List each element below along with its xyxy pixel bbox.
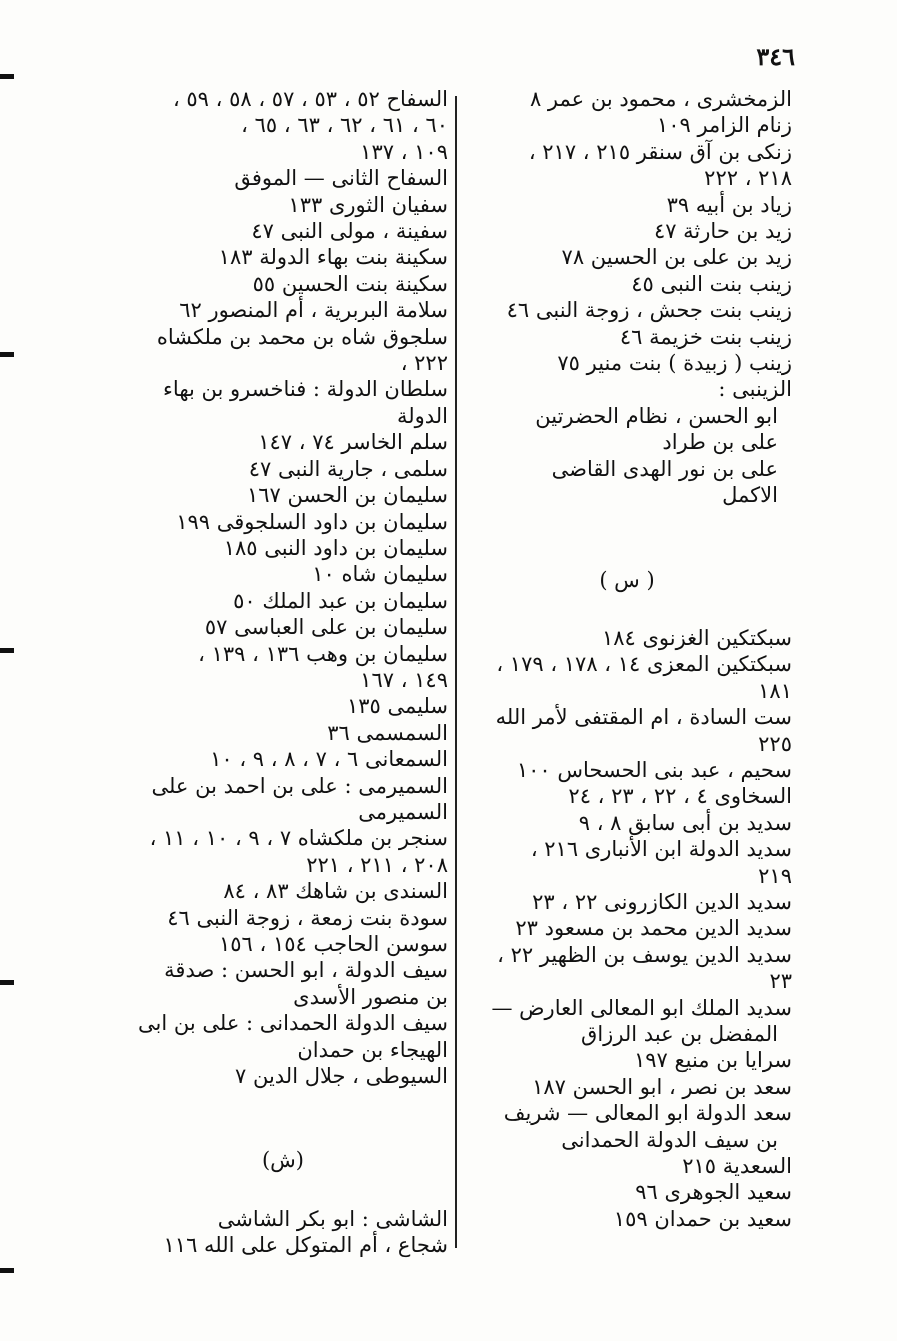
index-entry: السفاح الثانى — الموفق (234, 166, 448, 191)
index-entry: ٢٣ (769, 969, 792, 994)
index-entry: ٢٢٢ ، (400, 351, 448, 376)
index-entry: سليمى ١٣٥ (346, 694, 448, 719)
index-entry: ٢٠٨ ، ٢١١ ، ٢٢١ (306, 852, 448, 877)
margin-mark (0, 648, 14, 653)
index-entry: سليمان بن عبد الملك ٥٠ (233, 588, 448, 613)
index-entry: السمعانى ٦ ، ٧ ، ٨ ، ٩ ، ١٠ (210, 747, 448, 772)
index-entry: على بن نور الهدى القاضى (551, 456, 778, 481)
index-entry: زنكى بن آق سنقر ٢١٥ ، ٢١٧ ، (528, 139, 792, 164)
index-entry: سديد الملك ابو المعالى العارض — (491, 995, 792, 1020)
index-entry: سلطان الدولة : فناخسرو بن بهاء (163, 377, 448, 402)
index-entry: الدولة (396, 403, 448, 428)
index-entry: سليمان بن على العباسى ٥٧ (204, 615, 448, 640)
index-entry: السيوطى ، جلال الدين ٧ (235, 1064, 448, 1089)
index-entry: السفاح ٥٢ ، ٥٣ ، ٥٧ ، ٥٨ ، ٥٩ ، (172, 87, 448, 111)
index-entry: ٢١٨ ، ٢٢٢ (704, 166, 792, 191)
index-entry: سليمان بن داود السلجوقى ١٩٩ (176, 509, 448, 534)
index-entry: سوسن الحاجب ١٥٤ ، ١٥٦ (219, 932, 448, 956)
blank-line (118, 1089, 448, 1115)
index-entry: الزمخشرى ، محمود بن عمر ٨ (529, 87, 792, 111)
margin-mark (0, 1268, 14, 1273)
index-entry: سليمان شاه ١٠ (312, 562, 448, 587)
margin-mark (0, 74, 14, 79)
page-number: ٣٤٦ (756, 42, 795, 71)
index-entry: ١٠٩ ، ١٣٧ (360, 139, 448, 164)
index-entry: زياد بن أبيه ٣٩ (666, 192, 792, 217)
index-entry: سنجر بن ملكشاه ٧ ، ٩ ، ١٠ ، ١١ ، (149, 826, 448, 851)
index-entry: ست السادة ، ام المقتفى لأمر الله (495, 705, 792, 730)
index-entry: زيد بن حارثة ٤٧ (653, 219, 792, 244)
index-entry: سديد الدين يوسف بن الظهير ٢٢ ، (497, 942, 792, 967)
index-entry: ابو الحسن ، نظام الحضرتين (535, 403, 778, 428)
blank-line (462, 509, 792, 535)
index-entry: سيف الدولة الحمدانى : على بن ابى (138, 1011, 448, 1036)
index-column-right (462, 86, 792, 1232)
index-entry: سعيد الجوهرى ٩٦ (635, 1180, 792, 1205)
index-entry: سديد بن أبى سابق ٨ ، ٩ (578, 810, 792, 835)
index-entry: المفضل بن عبد الرزاق (581, 1022, 778, 1046)
index-entry: سبكتكين الغزنوى ١٨٤ (601, 625, 792, 650)
index-entry: سيف الدولة ، ابو الحسن : صدقة (164, 958, 448, 983)
index-entry: زنام الزامر ١٠٩ (656, 113, 792, 138)
index-entry: سديد الدولة ابن الأنبارى ٢١٦ ، (530, 837, 792, 862)
index-entry: سفيان الثورى ١٣٣ (288, 192, 448, 217)
index-column-left (118, 86, 448, 1259)
index-entry: سكينة بنت بهاء الدولة ١٨٣ (218, 245, 448, 270)
index-entry: سلجوق شاه بن محمد بن ملكشاه (156, 324, 448, 349)
index-entry: الهيجاء بن حمدان (297, 1037, 448, 1062)
index-entry: الزينبى : (718, 377, 792, 402)
index-entry: ١٤٩ ، ١٦٧ (360, 667, 448, 692)
index-entry: السعدية ٢١٥ (682, 1154, 792, 1179)
index-entry: سلامة البربرية ، أم المنصور ٦٢ (179, 298, 448, 323)
index-entry: سبكتكين المعزى ١٤ ، ١٧٨ ، ١٧٩ ، (496, 652, 792, 677)
index-entry: زينب بنت النبى ٤٥ (631, 271, 792, 296)
index-entry: الاكمل (722, 483, 778, 508)
index-entry: بن منصور الأسدى (293, 984, 448, 1009)
blank-line (118, 1115, 448, 1141)
index-entry: زينب بنت جحش ، زوجة النبى ٤٦ (506, 298, 792, 323)
index-entry: السميرمى (358, 799, 448, 824)
index-entry: ٢١٩ (758, 863, 792, 888)
index-entry: شجاع ، أم المتوكل على الله ١١٦ (163, 1233, 448, 1258)
blank-line (462, 599, 792, 625)
index-entry: الشاشى : ابو بكر الشاشى (217, 1206, 448, 1231)
section-heading: (ش) (261, 1148, 305, 1173)
margin-mark (0, 352, 14, 357)
column-divider (455, 96, 457, 1248)
index-entry: سرايا بن منيع ١٩٧ (633, 1048, 792, 1073)
index-entry: سحيم ، عبد بنى الحسحاس ١٠٠ (516, 757, 792, 782)
index-entry: سديد الدين محمد بن مسعود ٢٣ (515, 916, 792, 941)
blank-line (462, 535, 792, 561)
index-entry: السمسمى ٣٦ (327, 720, 448, 745)
index-entry: السخاوى ٤ ، ٢٢ ، ٢٣ ، ٢٤ (568, 784, 792, 809)
index-entry: زيد بن على بن الحسين ٧٨ (561, 245, 792, 270)
index-entry: سديد الدين الكازرونى ٢٢ ، ٢٣ (532, 889, 792, 914)
index-entry: السميرمى : على بن احمد بن على (151, 773, 448, 798)
section-heading: ( س ) (599, 567, 655, 592)
index-entry: ٦٠ ، ٦١ ، ٦٢ ، ٦٣ ، ٦٥ ، (241, 113, 448, 138)
index-entry: سودة بنت زمعة ، زوجة النبى ٤٦ (167, 905, 448, 930)
index-entry: سليمان بن داود النبى ١٨٥ (223, 535, 448, 560)
index-entry: سعد الدولة ابو المعالى — شريف (503, 1101, 792, 1126)
index-entry: سليمان بن وهب ١٣٦ ، ١٣٩ ، (198, 641, 448, 666)
index-entry: على بن طراد (662, 430, 778, 455)
index-entry: سعيد بن حمدان ١٥٩ (613, 1206, 792, 1231)
index-entry: السندى بن شاهك ٨٣ ، ٨٤ (223, 879, 448, 904)
index-entry: ٢٢٥ (758, 731, 792, 756)
index-entry: سكينة بنت الحسين ٥٥ (252, 271, 448, 296)
index-entry: سعد بن نصر ، ابو الحسن ١٨٧ (532, 1074, 792, 1099)
index-entry: ١٨١ (758, 678, 792, 703)
index-entry: سلم الخاسر ٧٤ ، ١٤٧ (258, 430, 448, 455)
index-entry: بن سيف الدولة الحمدانى (561, 1127, 778, 1152)
index-entry: سفينة ، مولى النبى ٤٧ (251, 219, 448, 244)
margin-mark (0, 980, 14, 985)
index-entry: سلمى ، جارية النبى ٤٧ (248, 456, 448, 481)
index-entry: سليمان بن الحسن ١٦٧ (246, 483, 448, 508)
index-entry: زينب بنت خزيمة ٤٦ (619, 324, 792, 349)
index-entry: زينب ( زبيدة ) بنت منير ٧٥ (557, 351, 792, 376)
blank-line (118, 1180, 448, 1206)
